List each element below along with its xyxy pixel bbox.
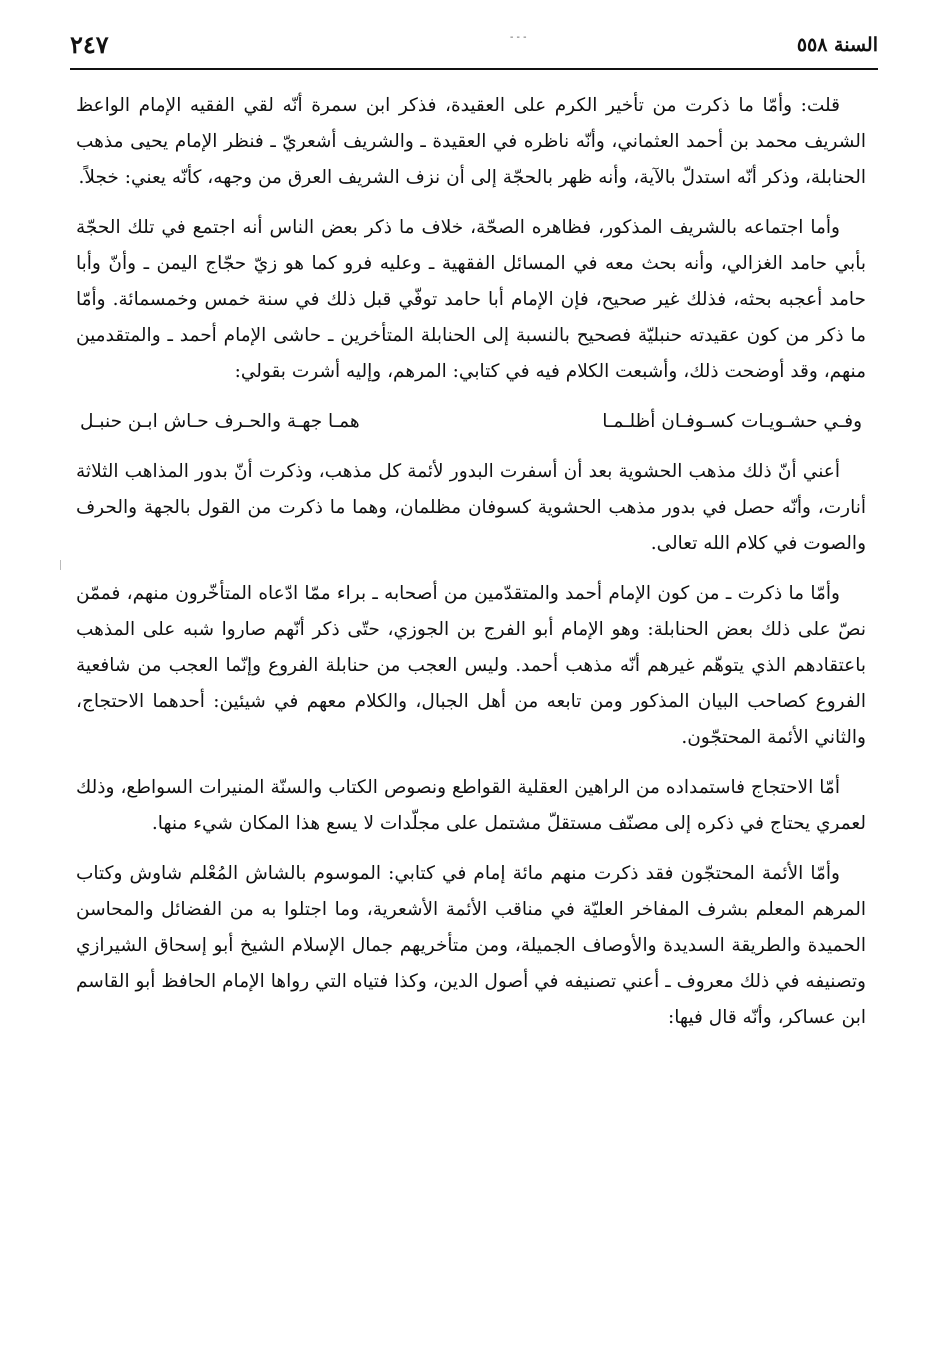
- header-ornament: - - -: [510, 32, 527, 43]
- running-title: السنة ٥٥٨: [796, 34, 878, 56]
- paragraph: وأمّا ما ذكرت ـ من كون الإمام أحمد والمتقدّمين من أصحابه ـ براء ممّا ادّعاه المتأخّرون منهم، فممّن نصّ على ذلك بعض الحنابلة: وهو الإمام أبو الفرج بن الجوزي، حتّى ذكر أنّهم صاروا شبه على المذهب باعتقادهم الذي يتوهّم غيرهم أنّه مذهب أحمد. وليس العجب من حنابلة الفروع وإنّما العجب من شافعية الفروع كصاحب البيان المذكور ومن تابعه من أهل الجبال، والكلام معهم في شيئين: أحدهما الاحتجاج، والثاني الأئمة المحتجّون.: [76, 583, 866, 748]
- paragraph: وأمّا الأئمة المحتجّون فقد ذكرت منهم مائة إمام في كتابي: الموسوم بالشاش المُعْلم شاوش وكتاب المرهم المعلم بشرف المفاخر العليّة في مناقب الأئمة الأشعرية، وما اجتلوا به من الفضائل والمحاسن الحميدة والطريقة السديدة والأوصاف الجميلة، ومن متأخريهم جمال الإسلام الشيخ أبو إسحاق الشيرازي وتصنيفه في ذلك معروف ـ أعني تصنيفه في أصول الدين، وكذا فتياه التي رواها الإمام الحافظ أبو القاسم ابن عساكر، وأنّه قال فيها:: [76, 863, 866, 1028]
- page-header: [70, 30, 878, 66]
- verse-first-hemistich: وفـي حشـويـات كسـوفـان أظلـمـا: [602, 411, 862, 432]
- paragraph: وأما اجتماعه بالشريف المذكور، فظاهره الصحّة، خلاف ما ذكر بعض الناس أنه اجتمع في تلك الحجّة بأبي حامد الغزالي، وأنه بحث معه في المسائل الفقهية ـ وعليه فرو كما هو زيّ حجّاج اليمن ـ وأنّ وأبا حامد أعجبه بحثه، فذلك غير صحيح، فإن الإمام أبا حامد توفّي قبل ذلك في سنة خمس وخمسمائة. وأمّا ما ذكر من كون عقيدته حنبليّة فصحيح بالنسبة إلى الحنابلة المتأخرين ـ حاشى الإمام أحمد ـ والمتقدمين منهم، وقد أوضحت ذلك، وأشبعت الكلام فيه في كتابي: المرهم، وإليه أشرت بقولي:: [76, 217, 866, 382]
- margin-speck: [60, 560, 61, 570]
- verse-second-hemistich: همـا جهـة والحـرف حـاش ابـن حنبـل: [80, 411, 360, 432]
- paragraph: أعني أنّ ذلك مذهب الحشوية بعد أن أسفرت البدور لأئمة كل مذهب، وذكرت أنّ بدور المذاهب الثلاثة أنارت، وأنّه حصل في بدور مذهب الحشوية كسوفان مظلمان، وهما ما ذكرت من القول بالجهة والحرف والصوت في كلام الله تعالى.: [76, 461, 866, 554]
- paragraph: أمّا الاحتجاج فاستمداده من الراهين العقلية القواطع ونصوص الكتاب والسنّة المنيرات السواطع، وذلك لعمري يحتاج في ذكره إلى مصنّف مستقلّ مشتمل على مجلّدات لا يسع هذا المكان شيء منها.: [76, 777, 866, 834]
- poem-verse: [76, 404, 866, 440]
- header-rule: [70, 68, 878, 70]
- page-number: ٢٤٧: [70, 30, 109, 59]
- page-body: [76, 88, 866, 1050]
- paragraph: قلت: وأمّا ما ذكرت من تأخير الكرم على العقيدة، فذكر ابن سمرة أنّه لقي الفقيه الإمام الواعظ الشريف محمد بن أحمد العثماني، وأنّه ناظره في العقيدة ـ والشريف أشعريّ ـ فنظر الإمام يحيى مذهب الحنابلة، وذكر أنّه استدلّ بالآية، وأنه ظهر بالحجّة إلى أن نزف الشريف العرق من وجهه، كأنّه يعني: خجلاً.: [76, 95, 866, 188]
